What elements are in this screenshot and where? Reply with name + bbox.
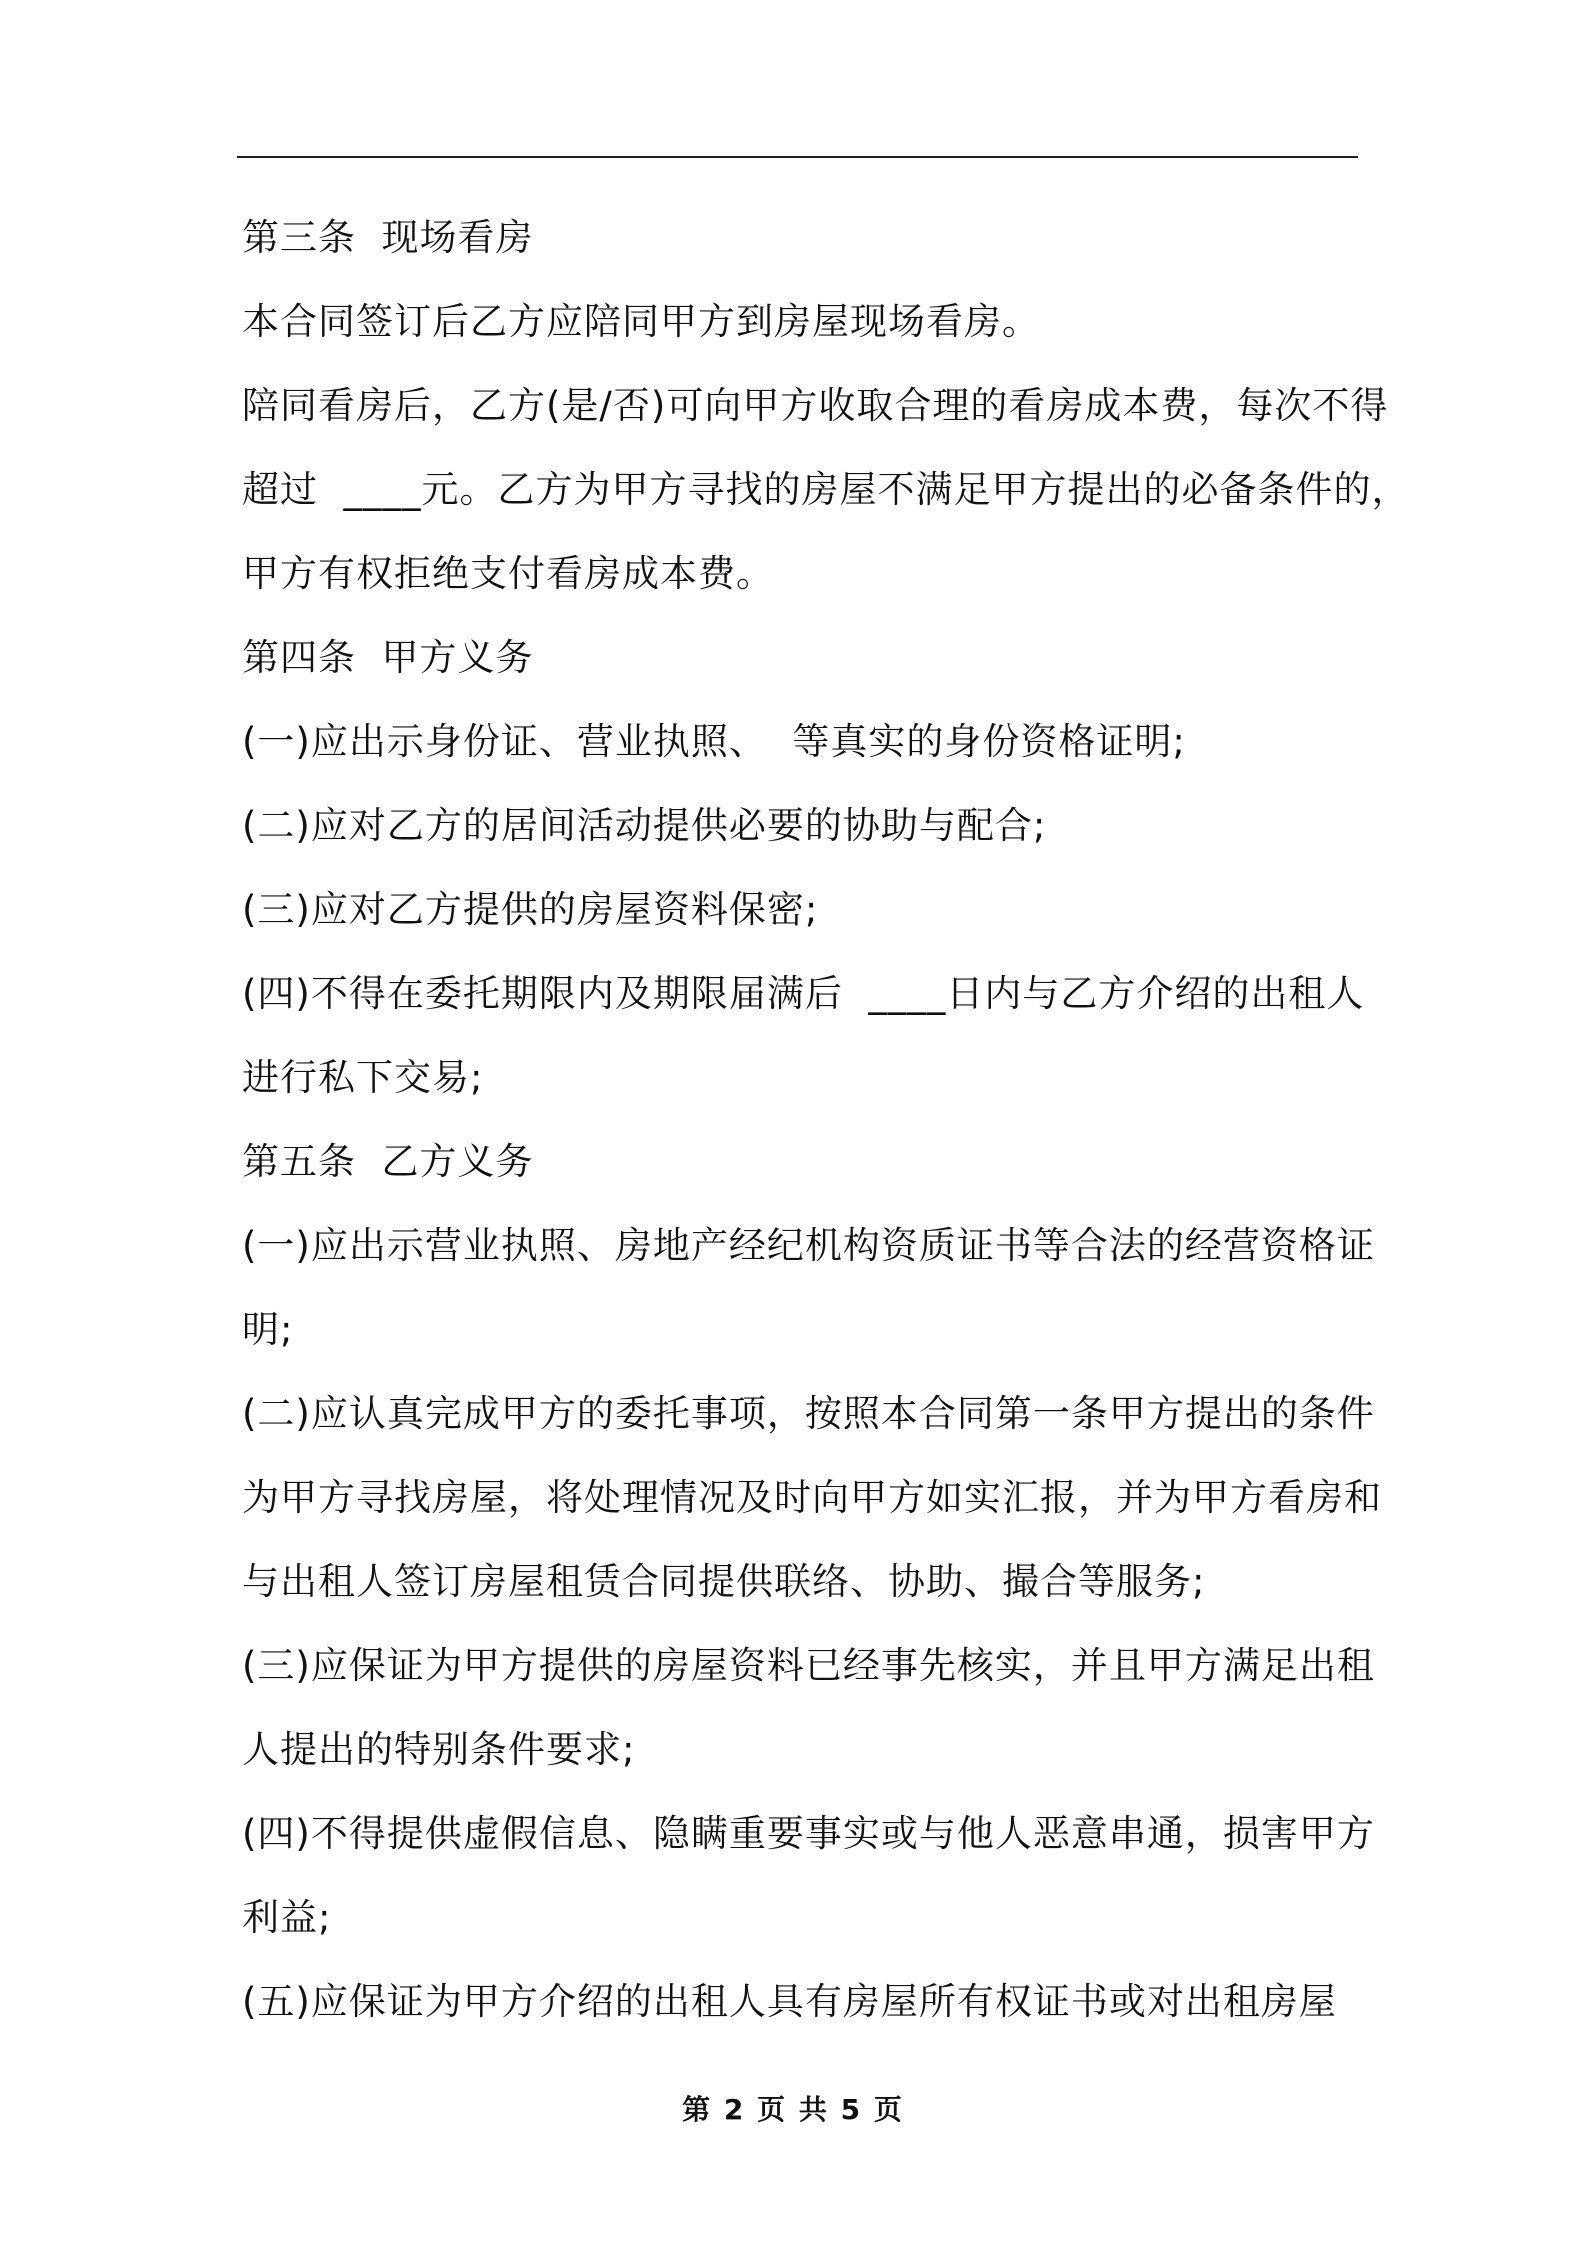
paragraph-line: 甲方有权拒绝支付看房成本费。 (242, 552, 774, 595)
section-heading-article-3: 第三条 现场看房 (242, 216, 534, 259)
list-item: (五)应保证为甲方介绍的出租人具有房屋所有权证书或对出租房屋 (242, 1980, 1337, 2023)
list-item-continuation: 明; (242, 1308, 294, 1351)
list-item: (四)不得在委托期限内及期限届满后 ____日内与乙方介绍的出租人 (242, 972, 1365, 1015)
list-item-continuation: 进行私下交易; (242, 1056, 484, 1099)
list-item-continuation: 与出租人签订房屋租赁合同提供联络、协助、撮合等服务; (242, 1560, 1206, 1603)
list-item: (一)应出示身份证、营业执照、 等真实的身份资格证明; (242, 720, 1186, 763)
paragraph-line: 陪同看房后，乙方(是/否)可向甲方收取合理的看房成本费，每次不得 (242, 384, 1389, 427)
header-rule (237, 156, 1358, 158)
paragraph-line: 超过 ____元。乙方为甲方寻找的房屋不满足甲方提出的必备条件的， (242, 468, 1410, 511)
list-item: (二)应对乙方的居间活动提供必要的协助与配合; (242, 804, 1047, 847)
page-number: 第 2 页 共 5 页 (682, 2093, 904, 2126)
list-item-continuation: 人提出的特别条件要求; (242, 1728, 636, 1771)
list-item-continuation: 利益; (242, 1896, 332, 1939)
list-item: (二)应认真完成甲方的委托事项，按照本合同第一条甲方提出的条件 (242, 1392, 1375, 1435)
section-heading-article-4: 第四条 甲方义务 (242, 636, 534, 679)
section-heading-article-5: 第五条 乙方义务 (242, 1140, 534, 1183)
document-body (242, 196, 1410, 2044)
list-item: (一)应出示营业执照、房地产经纪机构资质证书等合法的经营资格证 (242, 1224, 1375, 1267)
list-item: (三)应保证为甲方提供的房屋资料已经事先核实，并且甲方满足出租 (242, 1644, 1375, 1687)
list-item-continuation: 为甲方寻找房屋，将处理情况及时向甲方如实汇报，并为甲方看房和 (242, 1476, 1382, 1519)
list-item: (四)不得提供虚假信息、隐瞒重要事实或与他人恶意串通，损害甲方 (242, 1812, 1375, 1855)
list-item: (三)应对乙方提供的房屋资料保密; (242, 888, 819, 931)
paragraph-line: 本合同签订后乙方应陪同甲方到房屋现场看房。 (242, 300, 1040, 343)
